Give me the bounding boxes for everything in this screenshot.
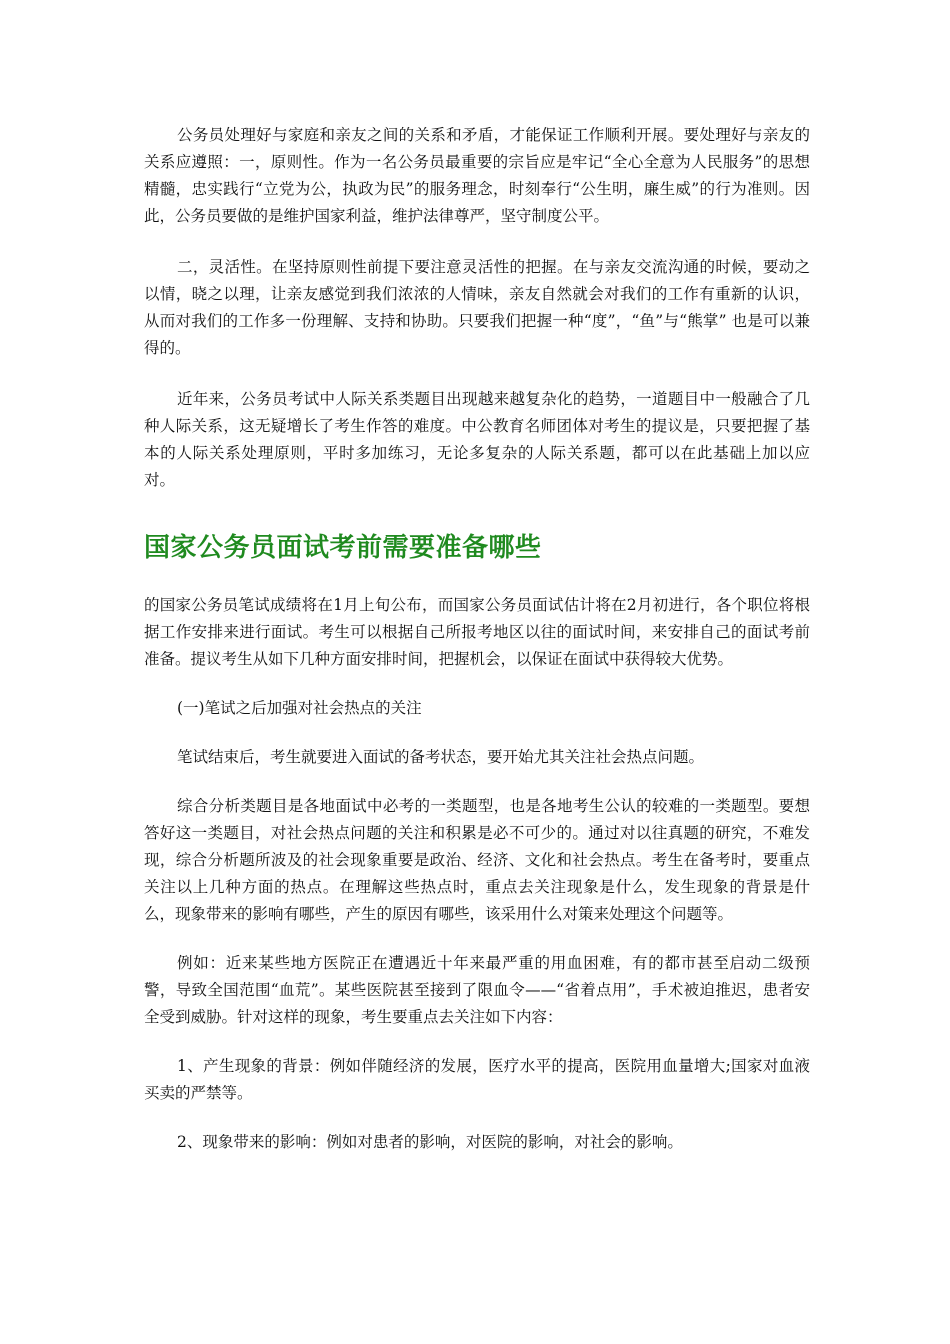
document-page	[144, 122, 810, 1156]
list-item-impact: 2、现象带来的影响：例如对患者的影响，对医院的影响，对社会的影响。	[177, 1133, 683, 1151]
paragraph-flexibility: 二，灵活性。在坚持原则性前提下要注意灵活性的把握。在与亲友交流沟通的时候，要动之以情，晓之以理，让亲友感觉到我们浓浓的人情味，亲友自然就会对我们的工作有重新的认识，从而对我们的工作多一份理解、支持和协助。只要我们把握一种“度”，“鱼”与“熊掌” 也是可以兼得的。	[144, 258, 810, 357]
paragraph-example: 例如：近来某些地方医院正在遭遇近十年来最严重的用血困难，有的都市甚至启动二级预警，导致全国范围“血荒”。某些医院甚至接到了限血令——“省着点用”，手术被迫推迟，患者安全受到威胁。针对这样的现象，考生要重点去关注如下内容：	[144, 954, 810, 1026]
subheading-hot-topics: (一)笔试之后加强对社会热点的关注	[177, 699, 422, 717]
list-item-background: 1、产生现象的背景：例如伴随经济的发展，医疗水平的提高，医院用血量增大;国家对血液买卖的严禁等。	[144, 1057, 810, 1102]
paragraph-intro: 的国家公务员笔试成绩将在1月上旬公布，而国家公务员面试估计将在2月初进行，各个职位将根据工作安排来进行面试。考生可以根据自己所报考地区以往的面试时间，来安排自己的面试考前准备。提议考生从如下几种方面安排时间，把握机会，以保证在面试中获得较大优势。	[144, 596, 810, 668]
paragraph-comprehensive-analysis: 综合分析类题目是各地面试中必考的一类题型，也是各地考生公认的较难的一类题型。要想答好这一类题目，对社会热点问题的关注和积累是必不可少的。通过对以往真题的研究，不难发现，综合分析题所波及的社会现象重要是政治、经济、文化和社会热点。考生在备考时，要重点关注以上几种方面的热点。在理解这些热点时，重点去关注现象是什么，发生现象的背景是什么，现象带来的影响有哪些，产生的原因有哪些，该采用什么对策来处理这个问题等。	[144, 797, 810, 923]
paragraph-family-relations: 公务员处理好与家庭和亲友之间的关系和矛盾，才能保证工作顺利开展。要处理好与亲友的关系应遵照：一，原则性。作为一名公务员最重要的宗旨应是牢记“全心全意为人民服务”的思想精髓，忠实践行“立党为公，执政为民”的服务理念，时刻奉行“公生明，廉生威”的行为准则。因此，公务员要做的是维护国家利益，维护法律尊严，坚守制度公平。	[144, 126, 810, 225]
section-heading: 国家公务员面试考前需要准备哪些	[144, 533, 542, 563]
paragraph-after-exam: 笔试结束后，考生就要进入面试的备考状态，要开始尤其关注社会热点问题。	[177, 748, 705, 766]
paragraph-recent-trends: 近年来，公务员考试中人际关系类题目出现越来越复杂化的趋势，一道题目中一般融合了几种人际关系，这无疑增长了考生作答的难度。中公教育名师团体对考生的提议是，只要把握了基本的人际关系处理原则，平时多加练习，无论多复杂的人际关系题，都可以在此基础上加以应对。	[144, 390, 810, 489]
